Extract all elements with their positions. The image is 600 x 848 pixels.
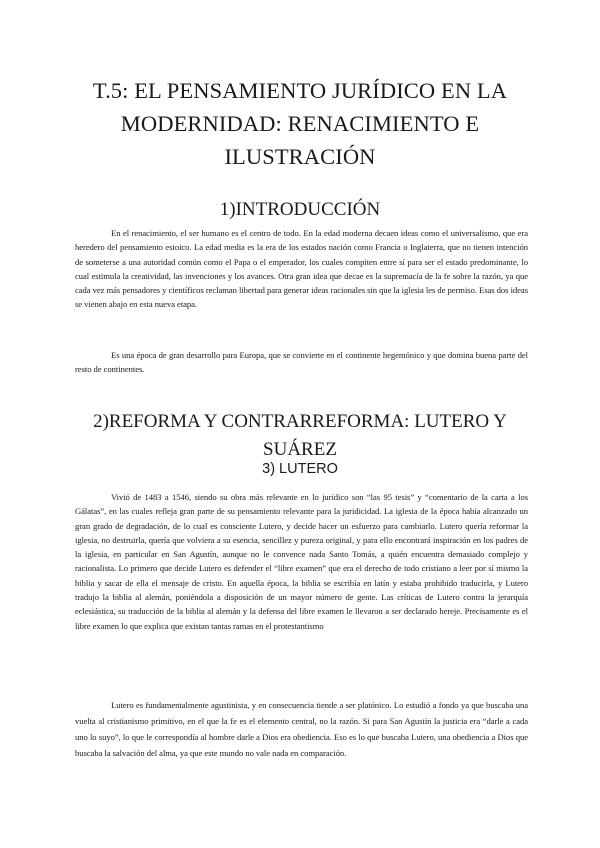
paragraph-introduccion-1: En el renacimiento, el ser humano es el centro de todo. En la edad moderna decaen ideas como el universalismo, que era heredero del pensamiento estoico. La edad media es la era de los estados nación como Francia o Inglaterra, que no tienen intención de someterse a una autoridad común como el Papa o el emperador, los cuales compiten entre sí para ser el estado predominante, lo cual estimula la creatividad, las invenciones y los avances. Otra gran idea que decae es la supremacía de la fe sobre la razón, ya que cada vez más pensadores y científicos reclaman libertad para generar ideas racionales sin que la iglesia les de permiso. Esas dos ideas se vienen abajo en esta nueva etapa. (75, 228, 528, 310)
paragraph-lutero-1: Vivió de 1483 a 1546, siendo su obra más relevante en lo jurídico son “las 95 tesis” y “comentario de la carta a los Gálatas”, en las cuales refleja gran parte de su pensamiento relevante para la juridicidad. La iglesia de la época había alcanzado un gran grado de degradación, de lo cual es consciente Lutero, y decide hacer un esfuerzo para cambiarlo. Lutero quería reformar la iglesia, no destruirla, quería que volviera a su esencia, sencillez y pureza original, y para ello encontrará inspiración en los padres de la iglesia, en particular en San Agustín, aunque no le convence nada Santo Tomás, a quién encuentra demasiado complejo y racionalista. Lo primero que decide Lutero es defender el “libre examen” que era el derecho de todo cristiano a leer por sí mismo la biblia y sacar de ella el mensaje de cristo. En aquella época, la biblia se escribía en latín y estaba prohibido traducirla, y Lutero tradujo la biblia al alemán, poniéndola a disposición de un mayor número de gente. Las críticas de Lutero contra la jerarquía eclesiástica, su traducción de la biblia al alemán y la defensa del libre examen le llevaron a ser declarado hereje. Precisamente es el libre examen lo que explica que existan tantas ramas en el protestantismo (75, 492, 528, 631)
section-heading-reforma: 2)REFORMA Y CONTRARREFORMA: LUTERO Y SUÁREZ (93, 411, 507, 460)
paragraph-introduccion-2: Es una época de gran desarrollo para Europa, que se convierte en el continente hegemónico y que domina buena parte del resto de continentes. (75, 350, 528, 375)
paragraph-lutero-2: Lutero es fundamentalmente agustinista, y en consecuencia tiende a ser platónico. Lo estudió a fondo ya que buscaba una vuelta al cristianismo primitivo, en el que la fe es el elemento central, no la razón. Si para San Agustín la justicia era “darle a cada uno lo suyo”, lo que le correspondía al hombre darle a Dios era obediencia. Eso es lo que buscaba Lutero, una obediencia a Dios que buscaba la salvación del alma, ya que este mundo no vale nada en comparación. (75, 700, 528, 758)
document-title: T.5: EL PENSAMIENTO JURÍDICO EN LA MODERNIDAD: RENACIMIENTO E ILUSTRACIÓN (92, 78, 508, 169)
section-heading-introduccion: 1)INTRODUCCIÓN (219, 199, 381, 220)
subsection-heading-lutero: 3) LUTERO (262, 461, 338, 477)
